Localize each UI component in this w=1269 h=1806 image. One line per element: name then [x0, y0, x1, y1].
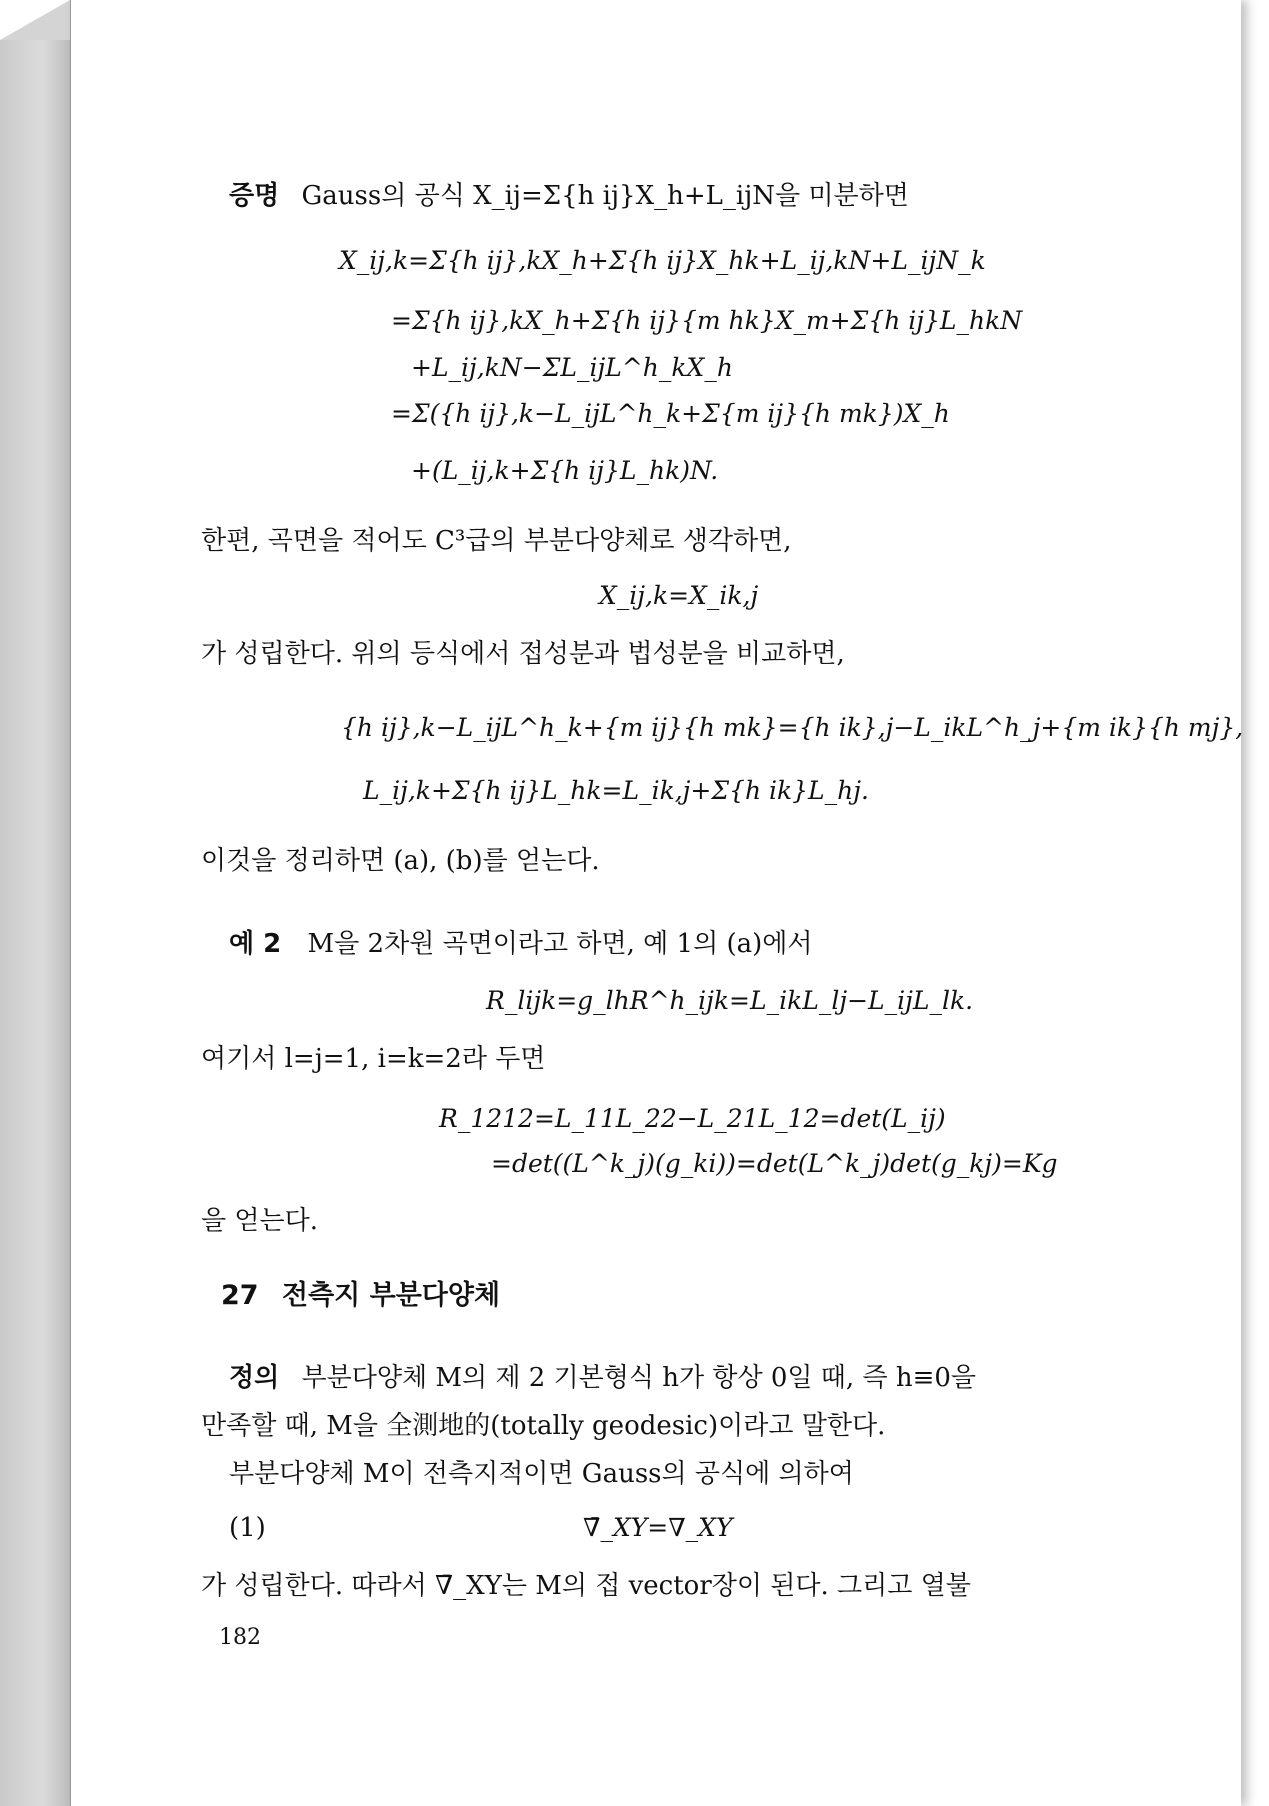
proof-label: 증명	[229, 181, 280, 211]
definition-line-1	[229, 1362, 976, 1394]
section-heading	[221, 1280, 500, 1312]
equation-12: ∇̄_XY=∇_XY	[583, 1513, 733, 1542]
example-line	[229, 928, 813, 960]
paragraph-1: 한편, 곡면을 적어도 C³급의 부분다양체로 생각하면,	[201, 526, 792, 556]
book-spine	[0, 40, 70, 1806]
definition-text-3: 부분다양체 M이 전측지적이면 Gauss의 공식에 의하여	[229, 1459, 854, 1489]
example-text: M을 2차원 곡면이라고 하면, 예 1의 (a)에서	[307, 929, 813, 959]
definition-text-1: 부분다양체 M의 제 2 기본형식 h가 항상 0일 때, 즉 h≡0을	[301, 1363, 977, 1393]
equation-10: R_1212=L_11L_22−L_21L_12=det(L_ij)	[439, 1104, 946, 1133]
paragraph-4: 가 성립한다. 따라서 ∇̄_XY는 M의 접 vector장이 된다. 그리고 열불	[201, 1571, 971, 1601]
equation-5: +(L_ij,k+Σ{h ij}L_hk)N.	[411, 456, 719, 485]
proof-intro: Gauss의 공식 X_ij=Σ{h ij}X_h+L_ijN을 미분하면	[301, 181, 909, 211]
paragraph-3: 이것을 정리하면 (a), (b)를 얻는다.	[201, 846, 600, 876]
example-paragraph: 여기서 l=j=1, i=k=2라 두면	[201, 1044, 546, 1074]
book-spine-top	[0, 0, 70, 40]
equation-6: X_ij,k=X_ik,j	[599, 581, 759, 610]
equation-1: X_ij,k=Σ{h ij},kX_h+Σ{h ij}X_hk+L_ij,kN+L_ijN_k	[339, 246, 986, 275]
example-label: 예 2	[229, 929, 282, 959]
page-number: 182	[219, 1625, 261, 1650]
definition-text-2: 만족할 때, M을 全測地的(totally geodesic)이라고 말한다.	[201, 1411, 886, 1441]
section-title: 전측지 부분다양체	[281, 1280, 501, 1311]
equation-9: R_lijk=g_lhR^h_ijk=L_ikL_lj−L_ijL_lk.	[486, 986, 974, 1015]
paragraph-2: 가 성립한다. 위의 등식에서 접성분과 법성분을 비교하면,	[201, 639, 845, 669]
equation-12-label: (1)	[229, 1513, 266, 1543]
example-end: 을 얻는다.	[201, 1206, 318, 1236]
proof-intro-line	[229, 180, 909, 212]
equation-11: =det((L^k_j)(g_ki))=det(L^k_j)det(g_kj)=Kg	[491, 1149, 1058, 1178]
equation-8: L_ij,k+Σ{h ij}L_hk=L_ik,j+Σ{h ik}L_hj.	[363, 776, 869, 805]
equation-7: {h ij},k−L_ijL^h_k+{m ij}{h mk}={h ik},j−L_ikL^h_j+{m ik}{h mj},	[341, 713, 1244, 742]
equation-2: =Σ{h ij},kX_h+Σ{h ij}{m hk}X_m+Σ{h ij}L_hkN	[391, 306, 1023, 335]
definition-label: 정의	[229, 1363, 280, 1393]
equation-4: =Σ({h ij},k−L_ijL^h_k+Σ{m ij}{h mk})X_h	[391, 399, 950, 428]
book-page	[70, 0, 1244, 1806]
equation-3: +L_ij,kN−ΣL_ijL^h_kX_h	[411, 353, 733, 382]
section-number: 27	[221, 1280, 259, 1311]
